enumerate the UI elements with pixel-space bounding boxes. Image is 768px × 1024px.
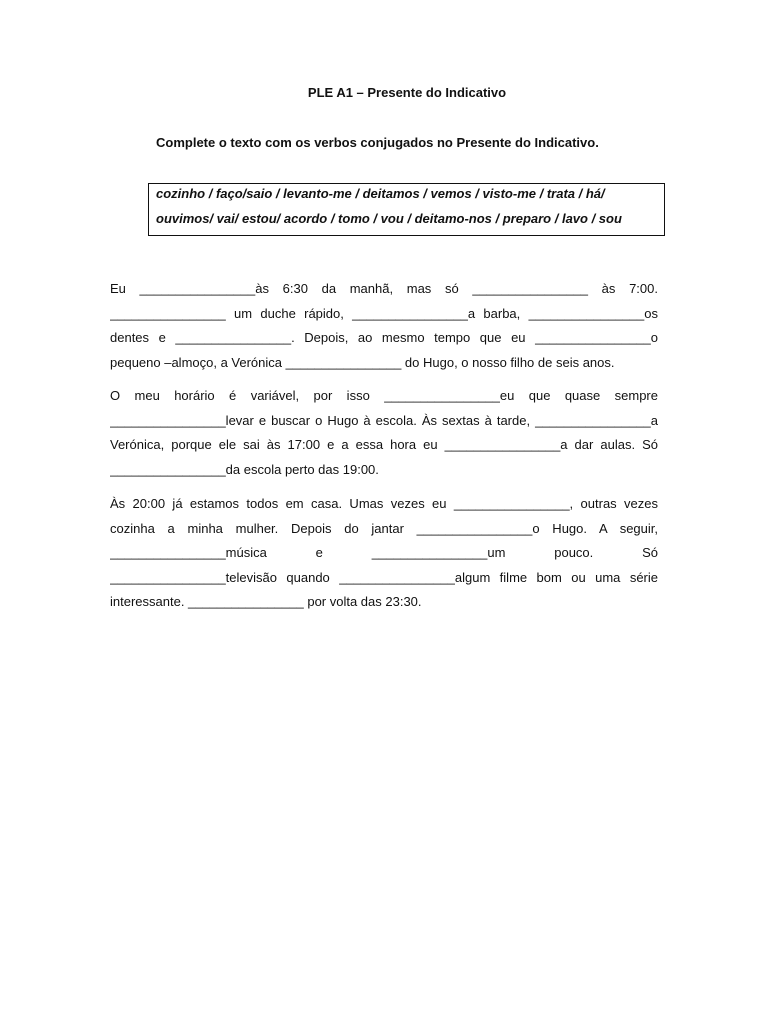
word-bank-line: ouvimos/ vai/ estou/ acordo / tomo / vou / deitamo-nos / preparo / lavo / sou [156,211,622,226]
paragraph-line: O meu horário é variável, por isso ________________eu que quase sempre [110,388,658,403]
paragraph-line: ________________da escola perto das 19:00. [110,461,379,477]
paragraph-line: interessante. ________________ por volta das 23:30. [110,594,422,609]
verb-word-bank-box [148,183,665,236]
paragraph-line: Verónica, porque ele sai às 17:00 e a essa hora eu ________________a dar aulas. Só [110,437,658,452]
text-paragraph-1 [110,277,658,375]
paragraph-line: Às 20:00 já estamos todos em casa. Umas vezes eu ________________, outras vezes [110,496,658,511]
paragraph-line: ________________ um duche rápido, ________________a barba, ________________os [110,305,658,321]
paragraph-line: pequeno –almoço, a Verónica ________________ do Hugo, o nosso filho de seis anos. [110,354,615,370]
paragraph-line: dentes e ________________. Depois, ao mesmo tempo que eu ________________o [110,330,658,345]
paragraph-line: Eu ________________às 6:30 da manhã, mas só ________________ às 7:00. [110,281,658,296]
paragraph-line: cozinha a minha mulher. Depois do jantar ________________o Hugo. A seguir, [110,520,658,536]
text-paragraph-2 [110,384,658,482]
worksheet-title: PLE A1 – Presente do Indicativo [307,85,507,100]
text-paragraph-3 [110,492,658,615]
paragraph-line: ________________música e ________________um pouco. Só [110,545,658,560]
paragraph-line: ________________levar e buscar o Hugo à escola. Às sextas à tarde, ________________a [110,412,658,428]
word-bank-line: cozinho / faço/saio / levanto-me / deitamos / vemos / visto-me / trata / há/ [156,186,605,201]
paragraph-line: ________________televisão quando ________________algum filme bom ou uma série [110,569,658,585]
exercise-instruction: Complete o texto com os verbos conjugados no Presente do Indicativo. [156,135,599,150]
